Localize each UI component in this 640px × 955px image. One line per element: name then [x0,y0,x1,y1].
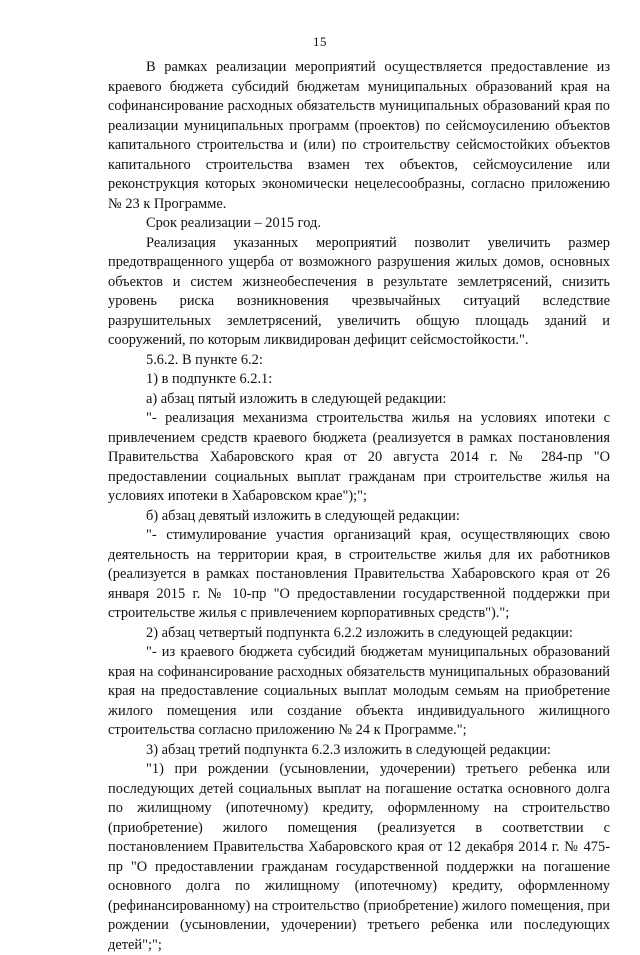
paragraph: 3) абзац третий подпункта 6.2.3 изложить в следующей редакции: [146,741,551,758]
paragraph: 2) абзац четвертый подпункта 6.2.2 изложить в следующей редакции: [146,624,573,641]
paragraph: Срок реализации – 2015 год. [146,215,321,231]
paragraph: В рамках реализации мероприятий осуществляется предоставление из краевого бюджета субсидий бюджетам муниципальных образований края на софинансирование расходных обязательств муниципальных образований края по реализации муниципальных программ (проектов) по сейсмоусилению объектов капитального строительства и (или) по строительству сейсмостойких объектов капитального строительства взамен тех объектов, сейсмоусиление или реконструкция которых экономически нецелесообразны, согласно приложению № 23 к Программе. [108,59,610,212]
paragraph: "- реализация механизма строительства жилья на условиях ипотеки с привлечением средств краевого бюджета (реализуется в рамках постановления Правительства Хабаровского края от 20 августа 2014 г. № 284-пр "О предоставлении социальных выплат гражданам при строительстве жилья на условиях ипотеки в Хабаровском крае");"; [108,410,610,504]
paragraph: "- стимулирование участия организаций края, осуществляющих свою деятельность на территории края, в строительстве жилья для их работников (реализуется в рамках постановления Правительства Хабаровского края от 26 января 2015 г. № 10-пр "О предоставлении государственной поддержки при строительстве жилья с привлечением корпоративных средств")."; [108,527,610,621]
paragraph: 1) в подпункте 6.2.1: [146,371,273,387]
paragraph: а) абзац пятый изложить в следующей редакции: [146,390,447,407]
paragraph: 5.6.2. В пункте 6.2: [146,351,263,368]
paragraph: Реализация указанных мероприятий позволит увеличить размер предотвращенного ущерба от возможного разрушения жилых домов, основных объектов и систем жизнеобеспечения в результате землетрясений, снизить уровень риска возникновения чрезвычайных ситуаций вследствие разрушительных землетрясений, увеличить общую площадь зданий и сооружений, по которым ликвидирован дефицит сейсмостойкости.". [108,234,610,348]
page-number: 15 [313,34,327,49]
document-body [108,58,610,955]
paragraph: "- из краевого бюджета субсидий бюджетам муниципальных образований края на софинансирование расходных обязательств муниципальных образований края на предоставление социальных выплат молодым семьям на приобретение жилого помещения или создание объекта индивидуального жилищного строительства согласно приложению № 24 к Программе."; [108,644,610,738]
paragraph: б) абзац девятый изложить в следующей редакции: [146,507,460,524]
paragraph: "1) при рождении (усыновлении, удочерении) третьего ребенка или последующих детей социальных выплат на погашение остатка основного долга по жилищному (ипотечному) кредиту, оформленному на строительство (приобретение) жилого помещения (реализуется в соответствии с постановлением Правительства Хабаровского края от 12 декабря 2014 г. № 475-пр "О предоставлении гражданам государственной поддержки на погашение основного долга по жилищному (ипотечному) кредиту, оформленному (рефинансированному) на строительство (приобретение) жилого помещения, при рождении (усыновлении, удочерении) третьего ребенка или последующих детей";"; [108,761,610,953]
